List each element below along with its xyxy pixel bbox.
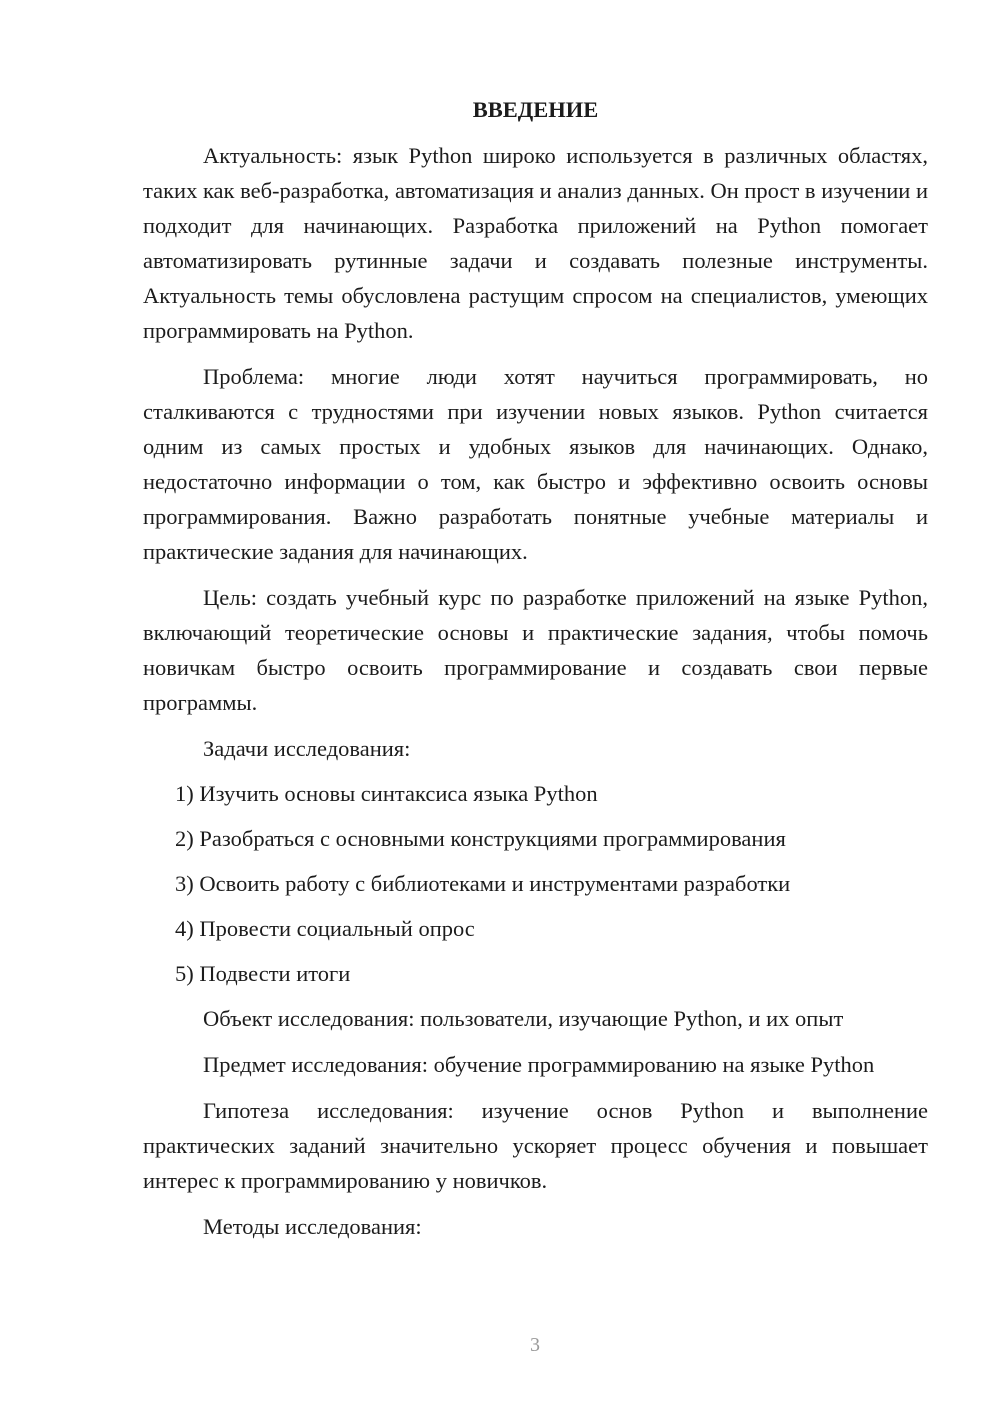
hypothesis-paragraph: Гипотеза исследования: изучение основ Python и выполнение практических заданий значительно ускоряет процесс обучения и повышает интерес к программированию у новичков. [143, 1098, 928, 1193]
document-page [143, 92, 928, 1244]
goal-paragraph: Цель: создать учебный курс по разработке приложений на языке Python, включающий теоретические основы и практические задания, чтобы помочь новичкам быстро освоить программирование и создавать свои первые программы. [143, 585, 928, 715]
task-item: 2) Разобраться с основными конструкциями программирования [175, 826, 786, 851]
tasks-heading: Задачи исследования: [203, 736, 411, 761]
relevance-paragraph: Актуальность: язык Python широко используется в различных областях, таких как веб-разработка, автоматизация и анализ данных. Он прост в изучении и подходит для начинающих. Разработка приложений на Python помогает автоматизировать рутинные задачи и создавать полезные инструменты. Актуальность темы обусловлена растущим спросом на специалистов, умеющих программировать на Python. [143, 143, 928, 343]
task-list [143, 776, 928, 991]
page-title: ВВЕДЕНИЕ [472, 97, 599, 122]
subject-paragraph: Предмет исследования: обучение программированию на языке Python [203, 1052, 875, 1077]
task-item: 5) Подвести итоги [175, 961, 351, 986]
object-paragraph: Объект исследования: пользователи, изучающие Python, и их опыт [203, 1006, 844, 1031]
task-item: 3) Освоить работу с библиотеками и инструментами разработки [175, 871, 791, 896]
problem-paragraph: Проблема: многие люди хотят научиться программировать, но сталкиваются с трудностями при изучении новых языков. Python считается одним из самых простых и удобных языков для начинающих. Однако, недостаточно информации о том, как быстро и эффективно освоить основы программирования. Важно разработать понятные учебные материалы и практические задания для начинающих. [143, 364, 928, 564]
task-item: 1) Изучить основы синтаксиса языка Python [175, 781, 598, 806]
page-number: 3 [530, 1334, 540, 1356]
methods-paragraph: Методы исследования: [203, 1214, 422, 1239]
task-item: 4) Провести социальный опрос [175, 916, 475, 941]
